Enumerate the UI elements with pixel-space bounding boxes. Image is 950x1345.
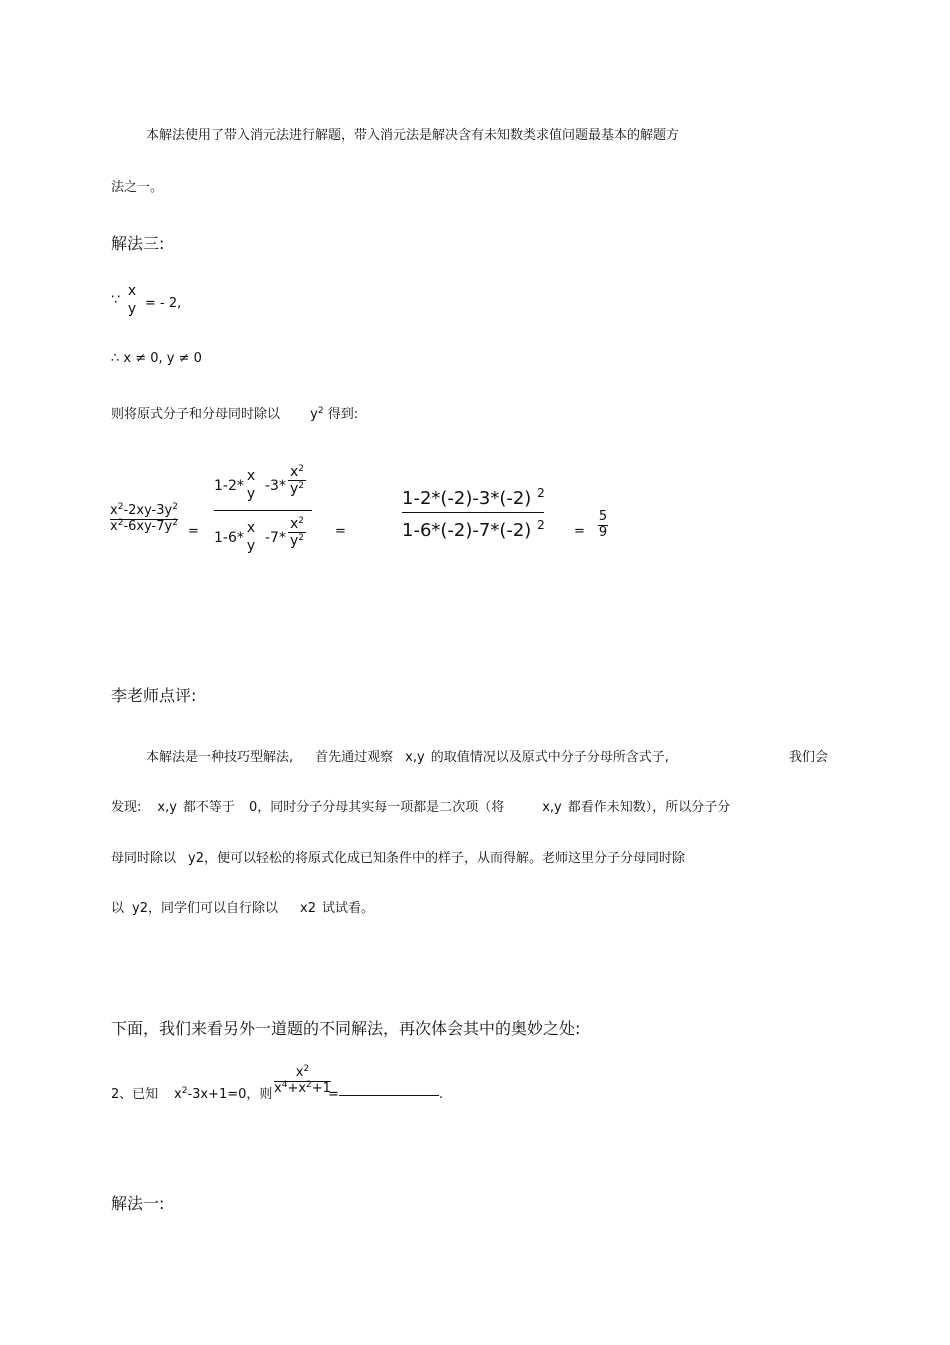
big-denominator: 1-6*(-2)-7*(-2) $^2$: [402, 517, 545, 541]
x-over-y-fraction: [125, 283, 139, 317]
review-line-1-end: 我们会: [789, 750, 829, 765]
review-line-1: 本解法是一种技巧型解法, 首先通过观察 x,y 的取值情况以及原式中分子分母所含式子,: [146, 750, 669, 765]
because-symbol: ∵: [111, 292, 120, 308]
mid-den-a: 1-6*: [214, 530, 244, 546]
therefore-line: ∴ x ≠ 0, y ≠ 0: [111, 351, 202, 366]
condition-rhs: = - 2,: [145, 296, 182, 311]
mid-den-b: -7*: [265, 530, 286, 546]
divide-line: [111, 403, 358, 422]
problem2-denominator: $x^4+x^2+1$: [274, 1080, 331, 1096]
equals-1: =: [188, 524, 199, 539]
lhs-numerator: $x^2-2xy-3y^2$: [110, 502, 178, 518]
next-problem-sentence: 下面，我们来看另外一道题的不同解法，再次体会其中的奥妙之处:: [111, 1019, 581, 1038]
mid-fraction-bar: [214, 510, 312, 511]
big-numerator: 1-2*(-2)-3*(-2) $^2$: [402, 485, 545, 509]
review-heading: 李老师点评:: [111, 686, 197, 705]
method1-heading: 解法一:: [111, 1194, 165, 1213]
mid-den-x-over-y: x y: [246, 520, 256, 555]
divide-prefix: 则将原式分子和分母同时除以: [111, 407, 281, 422]
mid-den-x2-over-y2: $x^2$ $y^2$: [289, 516, 305, 550]
equals-2: =: [335, 524, 346, 539]
result-fraction: 5 9: [598, 509, 608, 540]
review-line-3: 母同时除以 y2，便可以轻松的将原式化成已知条件中的样子，从而得解。老师这里分子分母同时除: [111, 851, 685, 866]
mid-num-a: 1-2*: [214, 478, 244, 494]
method3-heading: 解法三:: [111, 234, 165, 253]
lhs-denominator: $x^2-6xy-7y^2$: [110, 518, 178, 534]
problem2-prefix: 2、已知: [111, 1087, 159, 1102]
review-line-4: 以 y2，同学们可以自行除以 x2 试试看。: [111, 901, 374, 916]
problem2-numerator: $x^2$: [295, 1064, 310, 1080]
review-line-2: 发现: x,y 都不等于 0，同时分子分母其实每一项都是二次项（将 x,y 都看作未知数），所以分子分: [111, 800, 731, 815]
answer-blank: [339, 1083, 439, 1096]
lhs-fraction: [110, 504, 178, 535]
divide-suffix: 得到:: [327, 407, 359, 422]
fraction-denominator: y: [127, 301, 137, 318]
mid-num-b: -3*: [265, 478, 286, 494]
intro-line-2: 法之一。: [111, 180, 164, 195]
equals-3: =: [574, 524, 585, 539]
big-fraction-bar: [402, 512, 544, 513]
problem2-fraction: [274, 1066, 331, 1097]
divide-var: $y^2$: [310, 406, 324, 422]
mid-num-x-over-y: x y: [246, 468, 256, 503]
fraction-numerator: x: [127, 283, 137, 299]
mid-num-x2-over-y2: $x^2$ $y^2$: [289, 464, 305, 498]
problem2-answer: = .: [328, 1083, 443, 1102]
intro-line-1: 本解法使用了带入消元法进行解题，带入消元法是解决含有未知数类求值问题最基本的解题方: [146, 128, 680, 143]
problem2-condition: $x^2-3x+1=0$，则: [174, 1086, 273, 1102]
